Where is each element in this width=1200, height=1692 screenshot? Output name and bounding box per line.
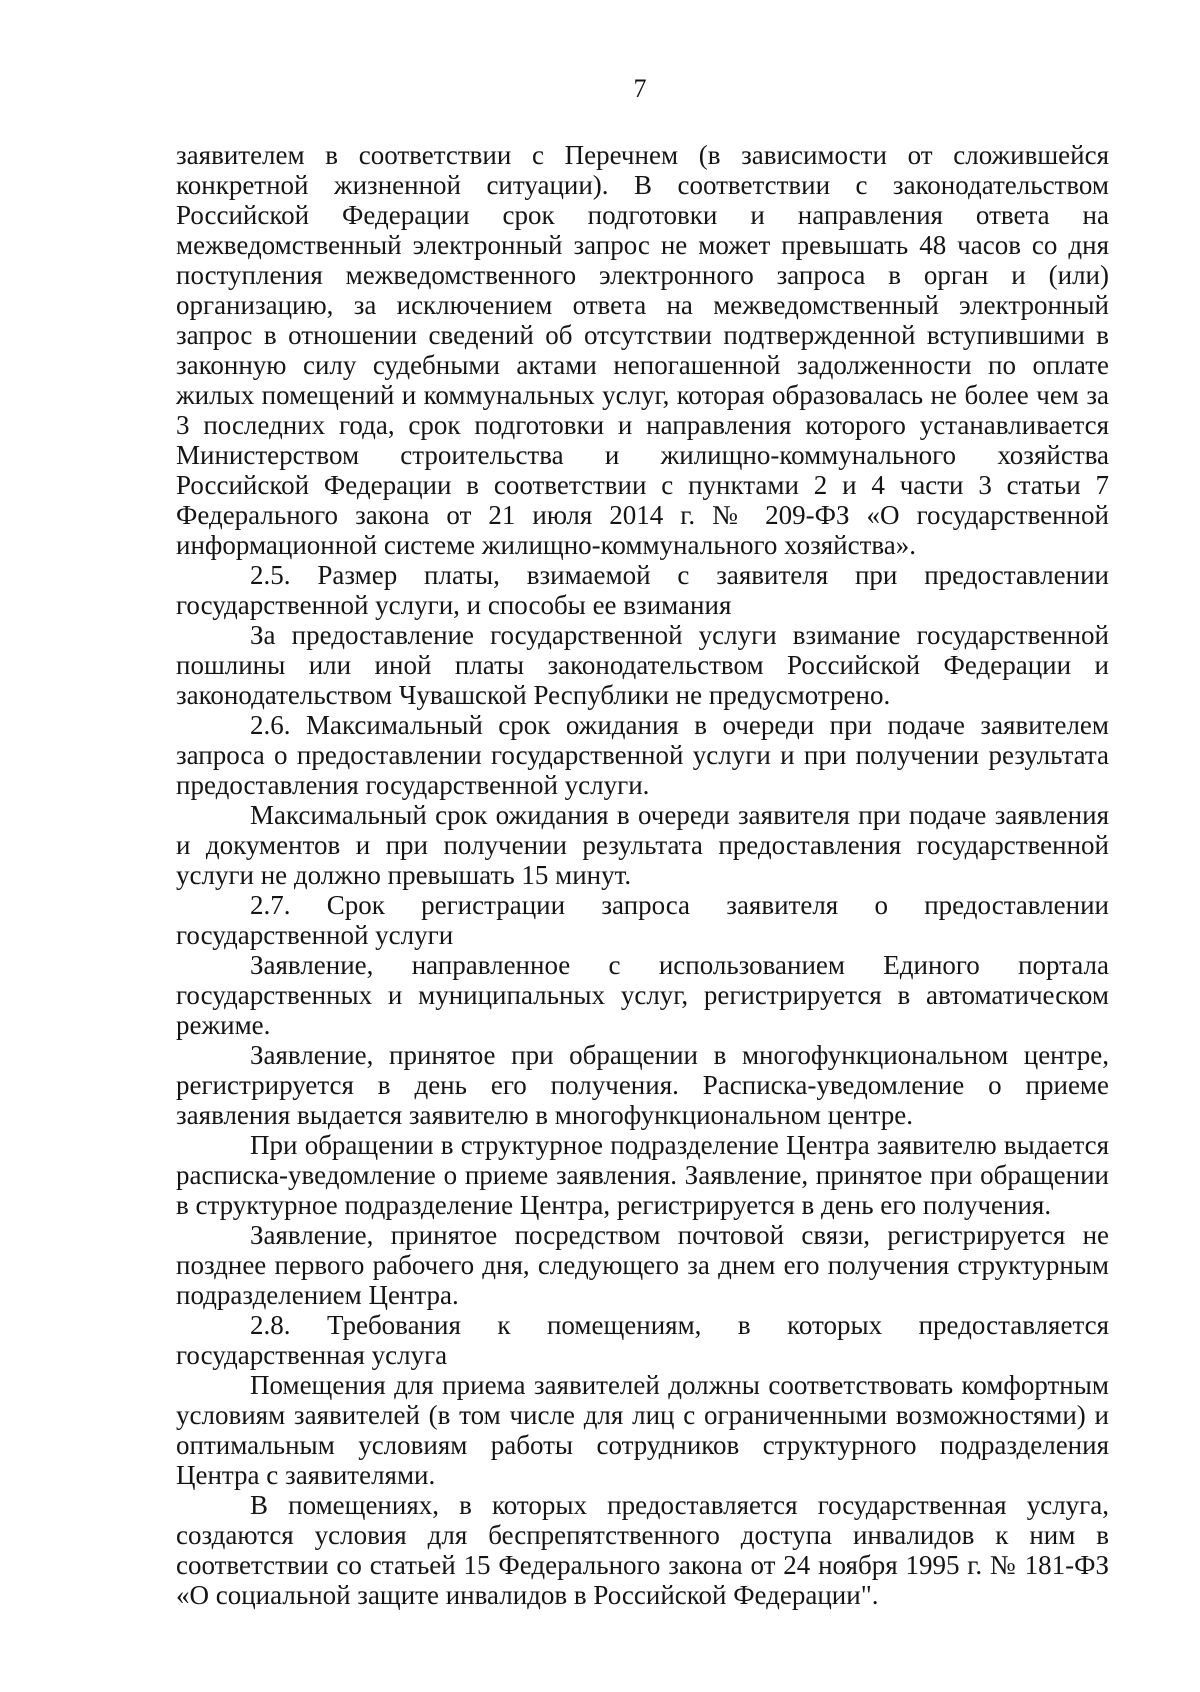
paragraph: Заявление, принятое при обращении в многофункциональном центре, регистрируется в день его получения. Расписка-уведомление о приеме заявления выдается заявителю в многофункциональном центре. [176,1040,1109,1130]
section-heading-2-6: 2.6. Максимальный срок ожидания в очереди при подаче заявителем запроса о предоставлении государственной услуги и при получении результата предоставления государственной услуги. [176,710,1109,800]
paragraph: Максимальный срок ожидания в очереди заявителя при подаче заявления и документов и при получении результата предоставления государственной услуги не должно превышать 15 минут. [176,800,1109,890]
paragraph-continuation: заявителем в соответствии с Перечнем (в зависимости от сложившейся конкретной жизненной ситуации). В соответствии с законодательством Российской Федерации срок подготовки и направления ответа на межведомственный электронный запрос не может превышать 48 часов со дня поступления межведомственного электронного запроса в орган и (или) организацию, за исключением ответа на межведомственный электронный запрос в отношении сведений об отсутствии подтвержденной вступившими в законную силу судебными актами непогашенной задолженности по оплате жилых помещений и коммунальных услуг, которая образовалась не более чем за 3 последних года, срок подготовки и направления которого устанавливается Министерством строительства и жилищно-коммунального хозяйства Российской Федерации в соответствии с пунктами 2 и 4 части 3 статьи 7 Федерального закона от 21 июля 2014 г. № 209-ФЗ «О государственной информационной системе жилищно-коммунального хозяйства». [176,140,1109,560]
document-body [176,140,1109,1610]
paragraph: За предоставление государственной услуги взимание государственной пошлины или иной платы законодательством Российской Федерации и законодательством Чувашской Республики не предусмотрено. [176,620,1109,710]
section-heading-2-5: 2.5. Размер платы, взимаемой с заявителя при предоставлении государственной услуги, и способы ее взимания [176,560,1109,620]
paragraph: Помещения для приема заявителей должны соответствовать комфортным условиям заявителей (в том числе для лиц с ограниченными возможностями) и оптимальным условиям работы сотрудников структурного подразделения Центра с заявителями. [176,1370,1109,1490]
page-number: 7 [633,74,647,103]
paragraph: Заявление, направленное с использованием Единого портала государственных и муниципальных услуг, регистрируется в автоматическом режиме. [176,950,1109,1040]
paragraph: Заявление, принятое посредством почтовой связи, регистрируется не позднее первого рабочего дня, следующего за днем его получения структурным подразделением Центра. [176,1220,1109,1310]
section-heading-2-8: 2.8. Требования к помещениям, в которых предоставляется государственная услуга [176,1310,1109,1370]
paragraph: При обращении в структурное подразделение Центра заявителю выдается расписка-уведомление о приеме заявления. Заявление, принятое при обращении в структурное подразделение Центра, регистрируется в день его получения. [176,1130,1109,1220]
section-heading-2-7: 2.7. Срок регистрации запроса заявителя о предоставлении государственной услуги [176,890,1109,950]
paragraph: В помещениях, в которых предоставляется государственная услуга, создаются условия для беспрепятственного доступа инвалидов к ним в соответствии со статьей 15 Федерального закона от 24 ноября 1995 г. № 181-ФЗ «О социальной защите инвалидов в Российской Федерации". [176,1490,1109,1610]
